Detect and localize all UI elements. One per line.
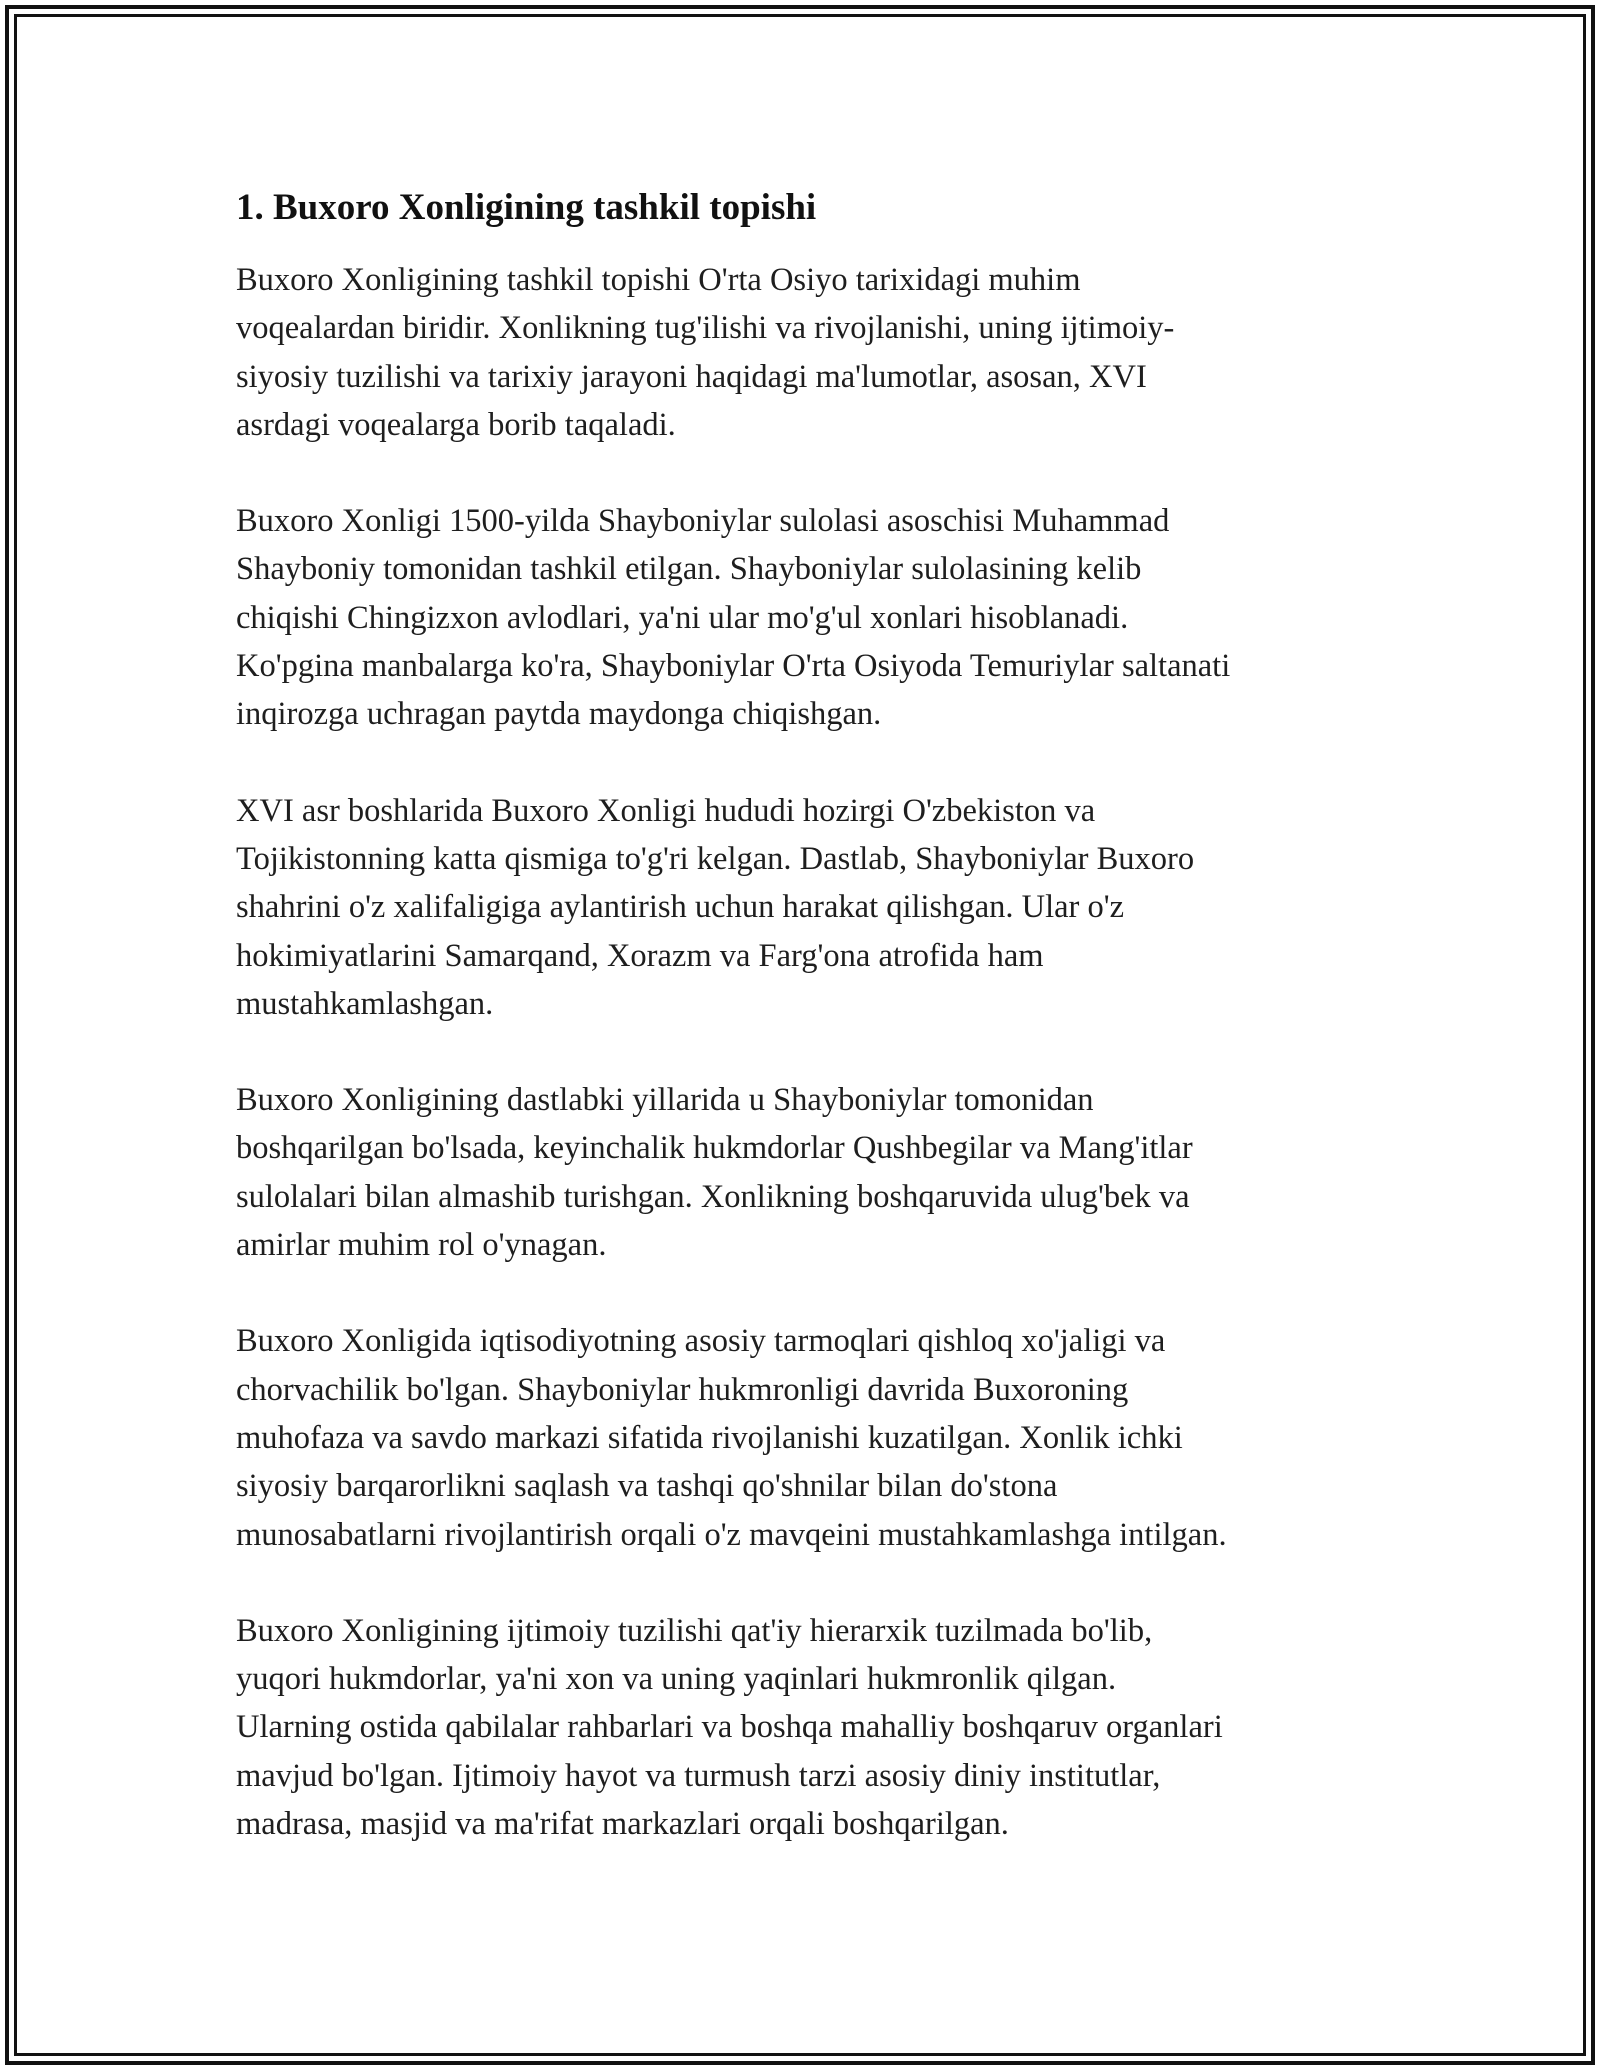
paragraph-dynasties (236, 1076, 1376, 1269)
text-line: Shayboniy tomonidan tashkil etilgan. Shayboniylar sulolasining kelib (236, 551, 1142, 588)
text-line: hokimiyatlarini Samarqand, Xorazm va Farg'ona atrofida ham (236, 937, 1044, 974)
text-line: XVI asr boshlarida Buxoro Xonligi hududi hozirgi O'zbekiston va (236, 792, 1096, 829)
text-line: mavjud bo'lgan. Ijtimoiy hayot va turmush tarzi asosiy diniy institutlar, (236, 1757, 1161, 1794)
text-line: Buxoro Xonligida iqtisodiyotning asosiy tarmoqlari qishloq xo'jaligi va (236, 1323, 1166, 1360)
paragraph-territory (236, 787, 1376, 1028)
text-line: voqealardan biridir. Xonlikning tug'ilishi va rivojlanishi, uning ijtimoiy- (236, 310, 1175, 347)
text-line: Ko'pgina manbalarga ko'ra, Shayboniylar O'rta Osiyoda Temuriylar saltanati (236, 648, 1231, 685)
text-line: mustahkamlashgan. (236, 985, 494, 1022)
text-line: Ularning ostida qabilalar rahbarlari va boshqa mahalliy boshqaruv organlari (236, 1709, 1223, 1746)
text-line: yuqori hukmdorlar, ya'ni xon va uning yaqinlari hukmronlik qilgan. (236, 1661, 1117, 1698)
text-line: chiqishi Chingizxon avlodlari, ya'ni ular mo'g'ul xonlari hisoblanadi. (236, 599, 1129, 636)
paragraph-economy (236, 1317, 1376, 1558)
text-line: amirlar muhim rol o'ynagan. (236, 1227, 607, 1264)
text-line: inqirozga uchragan paytda maydonga chiqishgan. (236, 696, 882, 733)
text-line: munosabatlarni rivojlantirish orqali o'z mavqeini mustahkamlashga intilgan. (236, 1516, 1227, 1553)
text-line: sulolalari bilan almashib turishgan. Xonlikning boshqaruvida ulug'bek va (236, 1178, 1190, 1215)
paragraph-intro (236, 256, 1376, 449)
text-line: siyosiy tuzilishi va tarixiy jarayoni haqidagi ma'lumotlar, asosan, XVI (236, 358, 1147, 395)
text-line: chorvachilik bo'lgan. Shayboniylar hukmronligi davrida Buxoroning (236, 1371, 1129, 1408)
text-line: Buxoro Xonligining ijtimoiy tuzilishi qat'iy hierarxik tuzilmada bo'lib, (236, 1612, 1153, 1649)
text-line: shahrini o'z xalifaligiga aylantirish uchun harakat qilishgan. Ular o'z (236, 889, 1125, 926)
paragraph-founding (236, 497, 1376, 738)
document-body (236, 186, 1376, 1896)
text-line: asrdagi voqealarga borib taqaladi. (236, 406, 676, 443)
text-line: boshqarilgan bo'lsada, keyinchalik hukmdorlar Qushbegilar va Mang'itlar (236, 1130, 1193, 1167)
text-line: Tojikistonning katta qismiga to'g'ri kelgan. Dastlab, Shayboniylar Buxoro (236, 840, 1195, 877)
text-line: Buxoro Xonligining dastlabki yillarida u Shayboniylar tomonidan (236, 1082, 1094, 1119)
paragraph-social-structure (236, 1607, 1376, 1848)
section-heading: 1. Buxoro Xonligining tashkil topishi (236, 187, 817, 228)
text-line: Buxoro Xonligining tashkil topishi O'rta Osiyo tarixidagi muhim (236, 262, 1081, 298)
text-line: Buxoro Xonligi 1500-yilda Shayboniylar sulolasi asoschisi Muhammad (236, 503, 1170, 540)
text-line: siyosiy barqarorlikni saqlash va tashqi qo'shnilar bilan do'stona (236, 1468, 1058, 1505)
text-line: madrasa, masjid va ma'rifat markazlari orqali boshqarilgan. (236, 1806, 1009, 1843)
text-line: muhofaza va savdo markazi sifatida rivojlanishi kuzatilgan. Xonlik ichki (236, 1419, 1183, 1456)
